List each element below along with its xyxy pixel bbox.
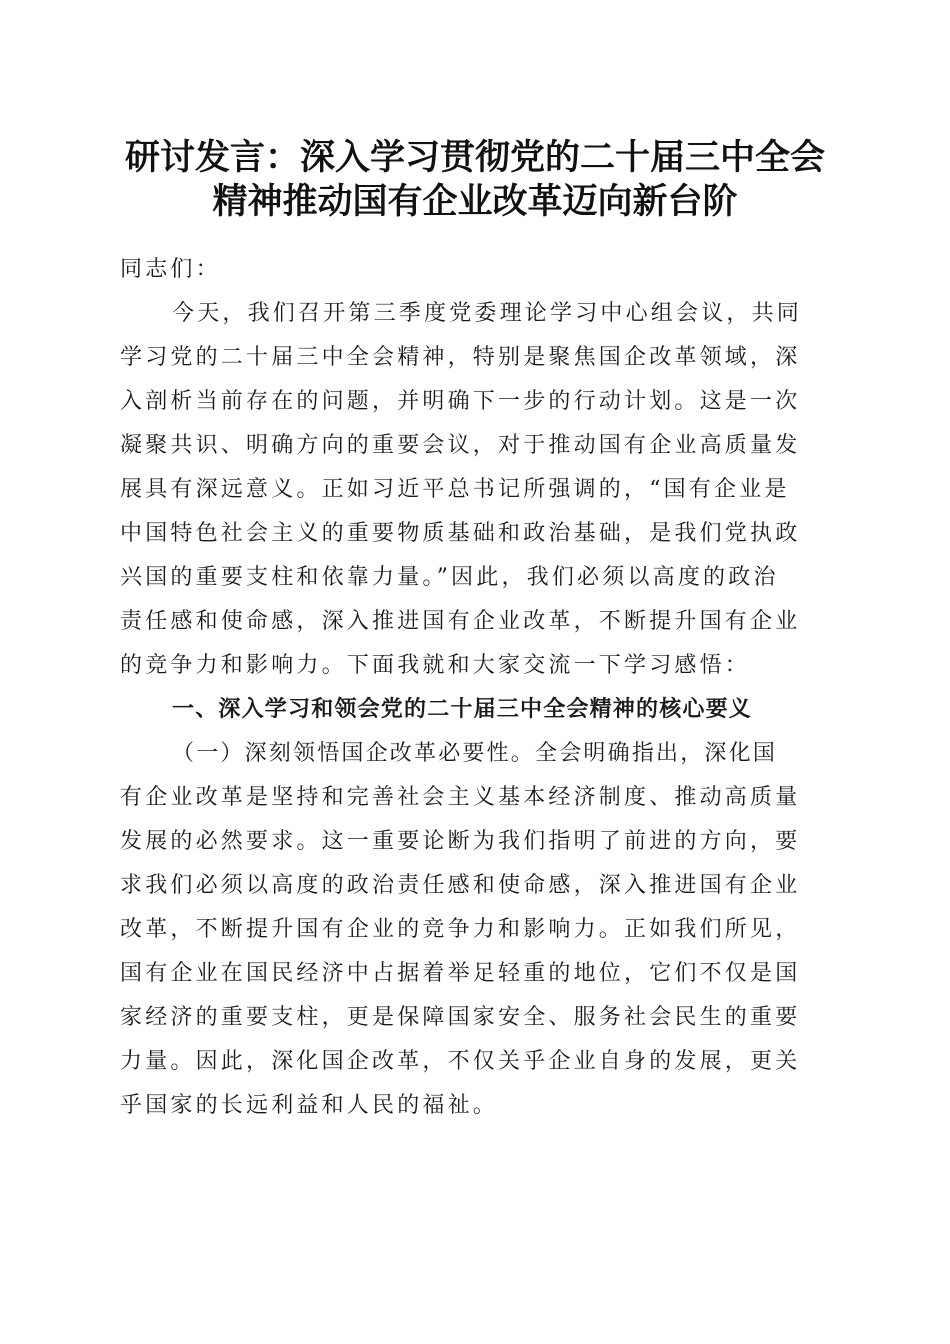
title-line-1: 研讨发言：深入学习贯彻党的二十届三中全会	[124, 137, 825, 178]
title-line-2: 精神推动国有企业改革迈向新台阶	[212, 181, 738, 222]
paragraph-line: 责任感和使命感，深入推进国有企业改革，不断提升国有企业	[120, 609, 801, 634]
section-heading: 一、深入学习和领会党的二十届三中全会精神的核心要义	[172, 697, 753, 722]
paragraph-line: 求我们必须以高度的政治责任感和使命感，深入推进国有企业	[120, 873, 801, 898]
paragraph-line: 的竞争力和影响力。下面我就和大家交流一下学习感悟：	[120, 653, 751, 678]
paragraph-line: 展具有深远意义。正如习近平总书记所强调的，“国有企业是	[120, 477, 790, 502]
document-title	[100, 136, 850, 224]
subsection-first-rest: 全会明确指出，深化国	[535, 741, 778, 766]
paragraph-line: 家经济的重要支柱，更是保障国家安全、服务社会民生的重要	[120, 1005, 801, 1030]
paragraph-line: 改革，不断提升国有企业的竞争力和影响力。正如我们所见，	[120, 917, 801, 942]
paragraph-line: 乎国家的长远利益和人民的福祉。	[120, 1093, 499, 1118]
paragraph-line: 凝聚共识、明确方向的重要会议，对于推动国有企业高质量发	[120, 433, 801, 458]
salutation: 同志们：	[120, 257, 221, 282]
paragraph-line: 有企业改革是坚持和完善社会主义基本经济制度、推动高质量	[120, 785, 801, 810]
paragraph-line: 入剖析当前存在的问题，并明确下一步的行动计划。这是一次	[120, 389, 801, 414]
paragraph-line: 发展的必然要求。这一重要论断为我们指明了前进的方向，要	[120, 829, 801, 854]
paragraph-line: 力量。因此，深化国企改革，不仅关乎企业自身的发展，更关	[120, 1049, 801, 1074]
subsection-lead: （一）深刻领悟国企改革必要性。	[172, 741, 536, 766]
paragraph-line: 国有企业在国民经济中占据着举足轻重的地位，它们不仅是国	[120, 961, 801, 986]
document-body	[120, 248, 824, 1128]
paragraph-line: 今天，我们召开第三季度党委理论学习中心组会议，共同	[172, 301, 803, 326]
paragraph-line: 兴国的重要支柱和依靠力量。”因此，我们必须以高度的政治	[120, 565, 779, 590]
paragraph-line: 学习党的二十届三中全会精神，特别是聚焦国企改革领域，深	[120, 345, 801, 370]
subsection-first-line	[120, 732, 824, 776]
paragraph-line: 中国特色社会主义的重要物质基础和政治基础，是我们党执政	[120, 521, 801, 546]
